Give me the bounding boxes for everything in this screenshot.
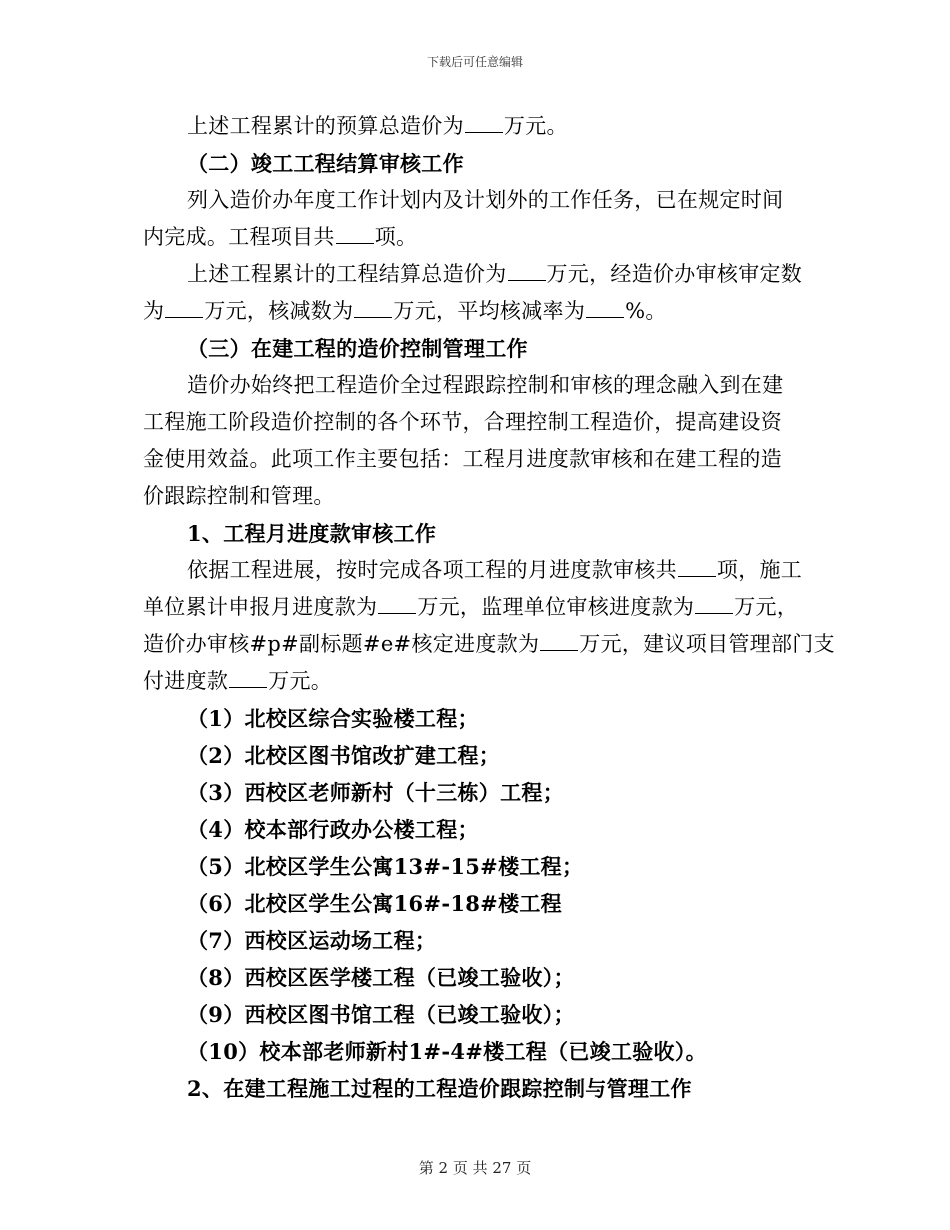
paragraph-line: [143, 182, 808, 219]
paragraph-line: [143, 108, 808, 145]
text-segment: 造价办审核#p#副标题#e#核定进度款为: [143, 632, 540, 656]
text-segment: （2）北校区图书馆改扩建工程；: [187, 743, 501, 768]
text-segment: （5）北校区学生公寓13#-15#楼工程；: [187, 854, 584, 879]
section-heading: [143, 1070, 808, 1107]
blank-field: [465, 114, 503, 133]
section-heading: [143, 811, 808, 848]
paragraph-line: [143, 404, 808, 441]
text-segment: 万元，经造价办审核审定数: [546, 262, 803, 286]
text-segment: 万元，监理单位审核进度款为: [417, 595, 695, 619]
text-segment: （7）西校区运动场工程；: [187, 928, 437, 953]
blank-field: [165, 299, 203, 318]
text-segment: （10）校本部老师新村1#-4#楼工程（已竣工验收）。: [187, 1039, 707, 1064]
section-heading: [143, 996, 808, 1033]
section-heading: [143, 515, 808, 552]
text-segment: 项。: [374, 225, 418, 249]
paragraph-line: [143, 219, 808, 256]
text-segment: （6）北校区学生公寓16#-18#楼工程: [187, 891, 562, 916]
text-segment: （1）北校区综合实验楼工程；: [187, 706, 479, 731]
text-segment: 内完成。工程项目共: [143, 225, 335, 249]
text-segment: 1、工程月进度款审核工作: [187, 521, 437, 546]
section-heading: [143, 737, 808, 774]
text-segment: 万元，核减数为: [204, 299, 354, 323]
paragraph-line: [143, 256, 808, 293]
text-segment: 金使用效益。此项工作主要包括：工程月进度款审核和在建工程的造: [143, 447, 782, 471]
text-segment: （9）西校区图书馆工程（已竣工验收）；: [187, 1002, 575, 1027]
paragraph-line: [143, 478, 808, 515]
blank-field: [508, 262, 546, 281]
text-segment: 上述工程累计的预算总造价为: [187, 114, 464, 138]
section-heading: [143, 922, 808, 959]
text-segment: （4）校本部行政办公楼工程；: [187, 817, 479, 842]
text-segment: 2、在建工程施工过程的工程造价跟踪控制与管理工作: [187, 1076, 692, 1101]
section-heading: [143, 885, 808, 922]
text-segment: 依据工程进展，按时完成各项工程的月进度款审核共: [187, 558, 677, 582]
text-segment: 项，施工: [716, 558, 803, 582]
text-segment: 万元，: [734, 595, 799, 619]
page-header: 下载后可任意编辑: [426, 55, 523, 69]
text-segment: 造价办始终把工程造价全过程跟踪控制和审核的理念融入到在建: [187, 373, 784, 397]
paragraph-line: [143, 367, 808, 404]
section-heading: [143, 774, 808, 811]
paragraph-line: [143, 552, 808, 589]
text-segment: 万元。: [268, 669, 333, 693]
paragraph-line: [143, 589, 808, 626]
text-segment: （8）西校区医学楼工程（已竣工验收）；: [187, 965, 575, 990]
section-heading: [143, 330, 808, 367]
text-segment: 单位累计申报月进度款为: [143, 595, 378, 619]
text-segment: 万元。: [503, 114, 568, 138]
paragraph-line: [143, 293, 808, 330]
section-heading: [143, 700, 808, 737]
paragraph-line: [143, 441, 808, 478]
blank-field: [378, 595, 416, 614]
text-segment: 工程施工阶段造价控制的各个环节，合理控制工程造价，提高建设资: [143, 410, 782, 434]
text-segment: 上述工程累计的工程结算总造价为: [187, 262, 507, 286]
blank-field: [336, 225, 374, 244]
text-segment: %。: [625, 299, 667, 323]
blank-field: [678, 558, 716, 577]
paragraph-line: [143, 663, 808, 700]
text-segment: 价跟踪控制和管理。: [143, 484, 335, 508]
text-segment: 付进度款: [143, 669, 229, 693]
document-body: [143, 108, 835, 1107]
blank-field: [540, 632, 578, 651]
section-heading: [143, 145, 808, 182]
page-footer: 第 2 页 共 27 页: [418, 1159, 532, 1177]
paragraph-line: [143, 626, 835, 663]
section-heading: [143, 848, 808, 885]
section-heading: [143, 959, 808, 996]
blank-field: [229, 669, 267, 688]
text-segment: 列入造价办年度工作计划内及计划外的工作任务，已在规定时间: [187, 188, 784, 212]
blank-field: [586, 299, 624, 318]
blank-field: [695, 595, 733, 614]
text-segment: （3）西校区老师新村（十三栋）工程；: [187, 780, 565, 805]
section-heading: [143, 1033, 808, 1070]
blank-field: [354, 299, 392, 318]
text-segment: 为: [143, 299, 165, 323]
text-segment: （二）竣工工程结算审核工作: [187, 151, 464, 176]
text-segment: 万元，平均核减率为: [393, 299, 586, 323]
text-segment: 万元，建议项目管理部门支: [579, 632, 835, 656]
text-segment: （三）在建工程的造价控制管理工作: [187, 336, 528, 361]
